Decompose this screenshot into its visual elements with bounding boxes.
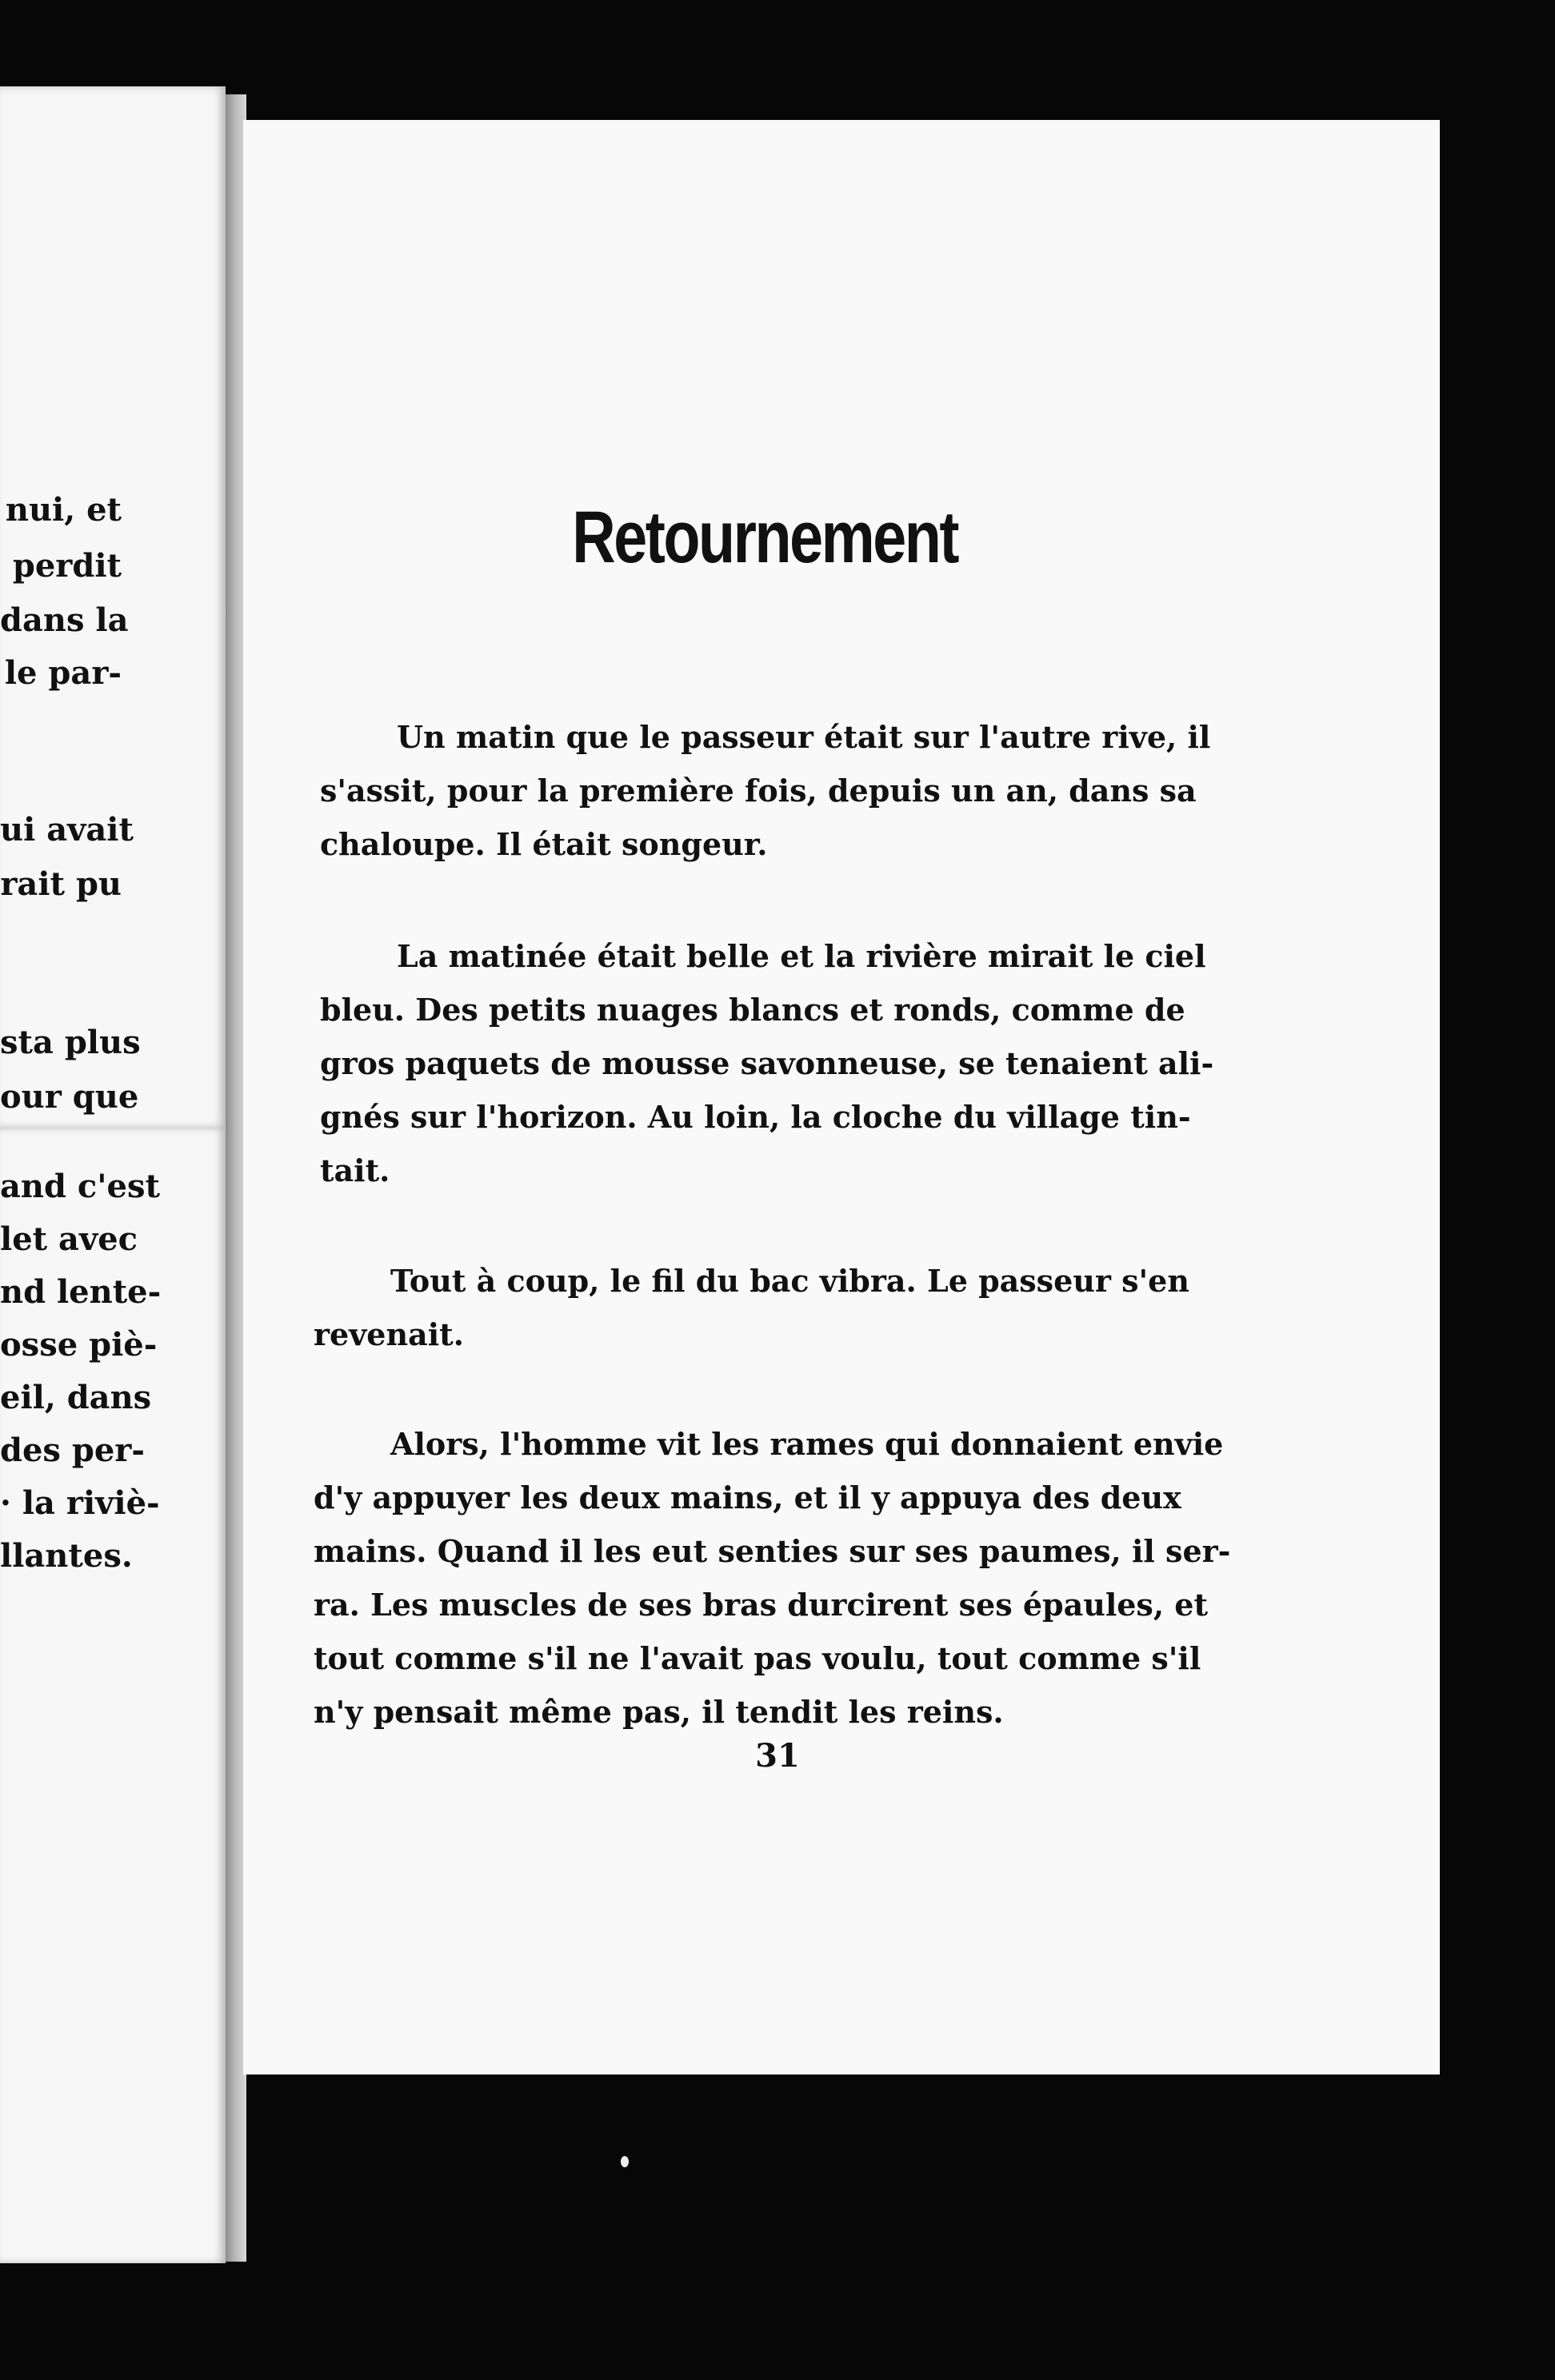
text-line: gnés sur l'horizon. Au loin, la cloche du village tin- [320,1099,1191,1135]
paragraph-1 [320,710,1211,871]
text-line: n'y pensait même pas, il tendit les reins. [314,1694,1004,1730]
left-page-line: dans la [0,601,129,639]
text-line: Alors, l'homme vit les rames qui donnaient envie [390,1426,1224,1462]
paragraph-3 [314,1254,1189,1361]
text-line: Tout à coup, le fil du bac vibra. Le passeur s'en [390,1263,1189,1299]
left-page-line: llantes. [0,1537,133,1575]
text-line: ra. Les muscles de ses bras durcirent ses épaules, et [314,1587,1209,1623]
paragraph-2 [320,929,1214,1197]
paragraph-4 [314,1417,1231,1739]
chapter-title: Retournement [572,497,958,578]
left-page-line: let avec [0,1220,138,1258]
text-line: Un matin que le passeur était sur l'autre rive, il [397,719,1211,755]
dust-speck [621,2156,629,2167]
left-page-line: rait pu [0,865,122,903]
left-facing-page-lower [0,1128,226,2263]
left-page-line: des per- [0,1432,145,1469]
left-facing-page [0,86,226,1128]
left-page-line: · la riviè- [0,1484,160,1522]
text-line: s'assit, pour la première fois, depuis un an, dans sa [320,773,1197,809]
left-page-line: our que [0,1078,139,1116]
left-page-line: nd lente- [0,1273,162,1311]
right-page [243,120,1440,2075]
text-line: tait. [320,1152,390,1188]
left-page-line: le par- [4,654,122,692]
text-line: d'y appuyer les deux mains, et il y appuya des deux [314,1480,1181,1515]
text-line: mains. Quand il les eut senties sur ses paumes, il ser- [314,1533,1231,1569]
left-page-line: nui, et [5,491,122,529]
left-page-line: ui avait [0,811,134,849]
text-line: bleu. Des petits nuages blancs et ronds, comme de [320,992,1185,1028]
text-line: revenait. [314,1316,464,1352]
left-page-line: osse piè- [0,1326,158,1364]
left-page-line: sta plus [0,1024,141,1061]
text-line: gros paquets de mousse savonneuse, se tenaient ali- [320,1045,1214,1081]
text-line: chaloupe. Il était songeur. [320,826,768,862]
text-line: La matinée était belle et la rivière mirait le ciel [397,938,1206,974]
page-number: 31 [755,1737,800,1775]
text-line: tout comme s'il ne l'avait pas voulu, tout comme s'il [314,1640,1201,1676]
left-page-line: perdit [12,547,122,585]
left-page-line: eil, dans [0,1379,152,1416]
left-page-line: and c'est [0,1168,160,1205]
